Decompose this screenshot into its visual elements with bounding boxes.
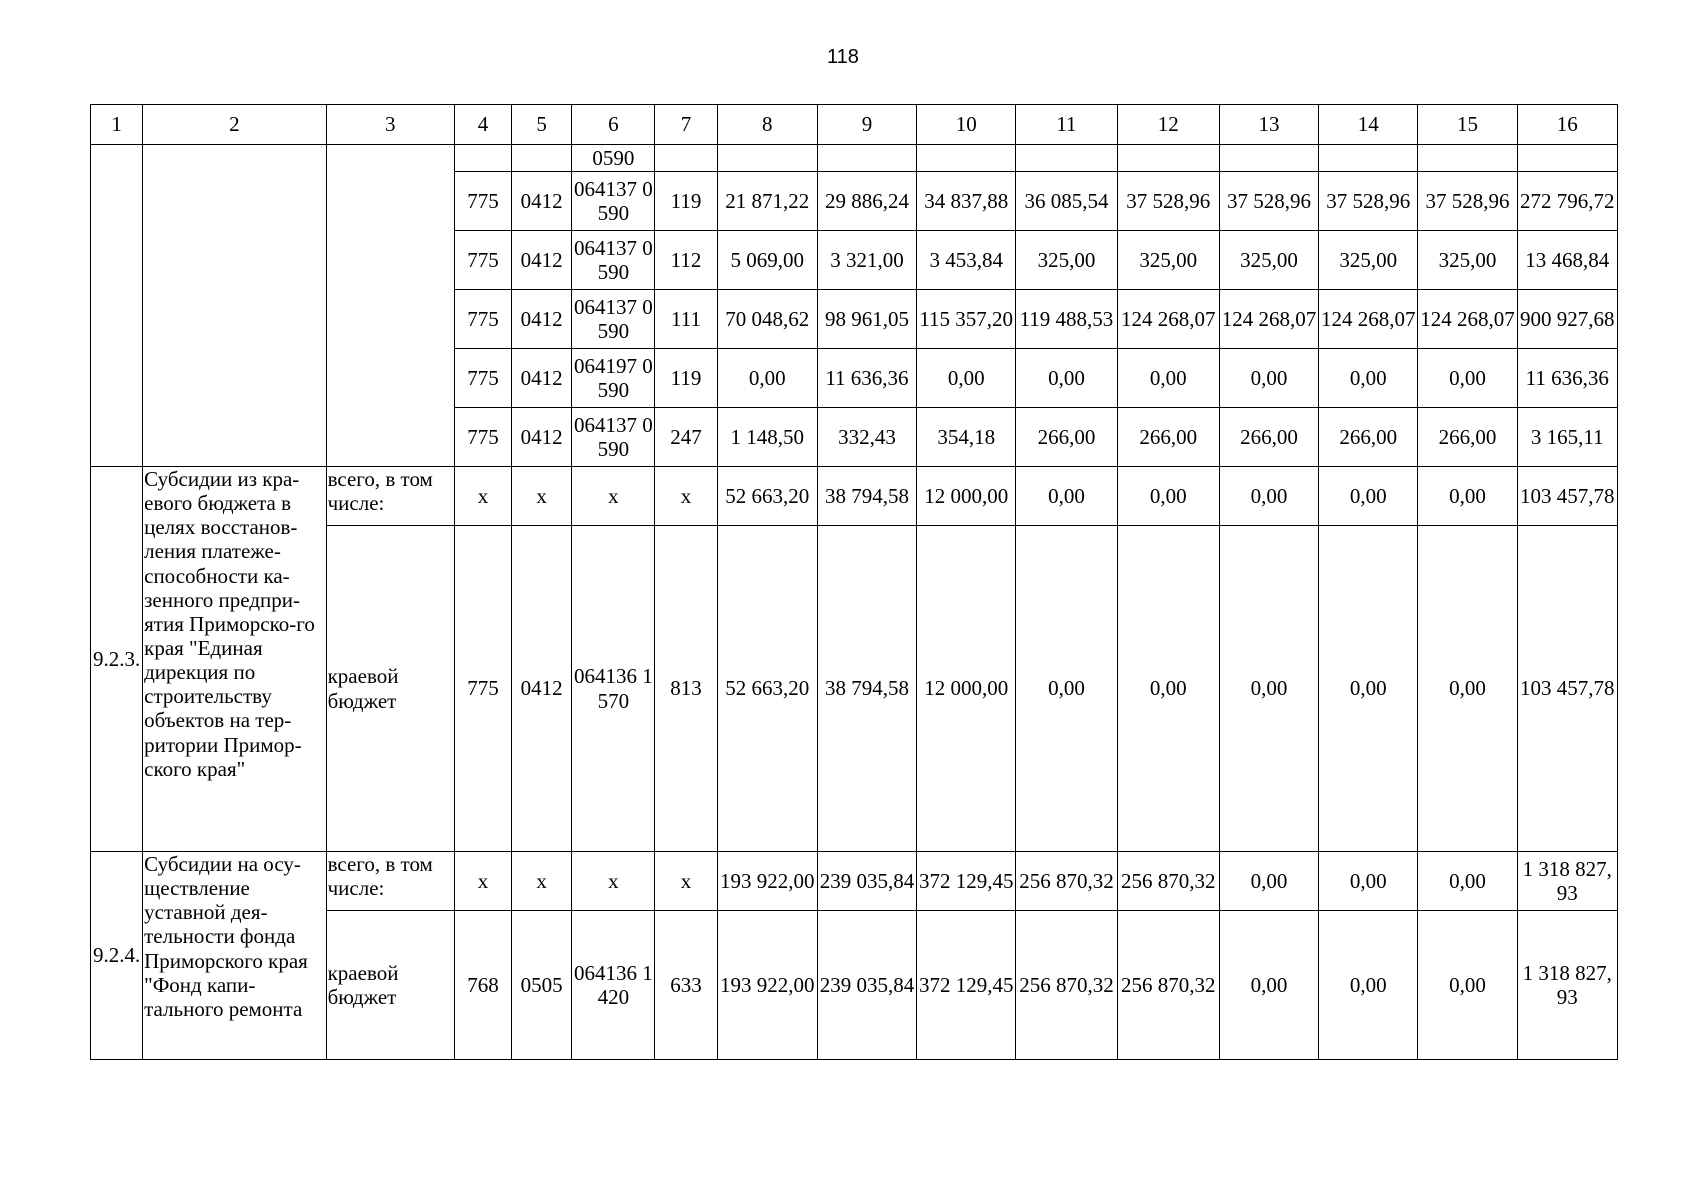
cell-value-col-13: 0,00	[1219, 349, 1318, 408]
cell-value-col-12: 266,00	[1117, 408, 1219, 467]
cell-value-col-11: 36 085,54	[1016, 172, 1117, 231]
cell-value-col-9: 38 794,58	[817, 526, 916, 852]
column-header-12: 12	[1117, 105, 1219, 145]
cell-value-col-9: 3 321,00	[817, 231, 916, 290]
cell-value-col-16: 13 468,84	[1517, 231, 1617, 290]
cell-value-col-16: 900 927,68	[1517, 290, 1617, 349]
cell-value-col-13: 0,00	[1219, 852, 1318, 911]
cell-section-code: 0412	[512, 290, 572, 349]
cell-value-col-13: 0,00	[1219, 526, 1318, 852]
cell-value-col-8	[717, 145, 817, 172]
cell-section-code: 0505	[512, 911, 572, 1060]
cell-value-col-16: 103 457,78	[1517, 526, 1617, 852]
cell-value-col-11: 325,00	[1016, 231, 1117, 290]
cell-value-col-16: 1 318 827,93	[1517, 852, 1617, 911]
cell-value-col-8: 52 663,20	[717, 526, 817, 852]
cell-target-code: x	[572, 852, 655, 911]
page-number: 118	[827, 46, 859, 68]
column-header-10: 10	[917, 105, 1016, 145]
cell-value-col-14	[1319, 145, 1418, 172]
column-header-13: 13	[1219, 105, 1318, 145]
cell-item-number: 9.2.4.	[91, 852, 143, 1060]
cell-value-col-16: 11 636,36	[1517, 349, 1617, 408]
cell-value-col-11: 256 870,32	[1016, 852, 1117, 911]
cell-value-col-15: 0,00	[1418, 526, 1517, 852]
cell-admin-code: 775	[454, 172, 511, 231]
table-body	[91, 145, 1618, 1060]
table-row	[91, 852, 1618, 911]
cell-expense-type: 111	[655, 290, 717, 349]
cell-value-col-13: 325,00	[1219, 231, 1318, 290]
cell-value-col-15: 124 268,07	[1418, 290, 1517, 349]
cell-value-col-12: 325,00	[1117, 231, 1219, 290]
cell-target-code: 0590	[572, 145, 655, 172]
cell-description: Субсидии из кра-евого бюджета в целях восстанов-ления платеже-способности ка-зенного предпри-ятия Приморско-го края "Единая дирекция по строительству объектов на тер-ритории Примор-ского края"	[143, 467, 326, 852]
cell-value-col-15: 37 528,96	[1418, 172, 1517, 231]
cell-admin-code: x	[454, 852, 511, 911]
column-header-11: 11	[1016, 105, 1117, 145]
cell-section-code: 0412	[512, 526, 572, 852]
cell-target-code: 064137 0590	[572, 231, 655, 290]
cell-value-col-9: 98 961,05	[817, 290, 916, 349]
cell-admin-code: 775	[454, 349, 511, 408]
cell-value-col-11: 0,00	[1016, 349, 1117, 408]
cell-description	[143, 145, 326, 467]
cell-value-col-13: 124 268,07	[1219, 290, 1318, 349]
cell-value-col-11: 256 870,32	[1016, 911, 1117, 1060]
cell-admin-code: 775	[454, 526, 511, 852]
cell-value-col-13: 37 528,96	[1219, 172, 1318, 231]
cell-value-col-9: 239 035,84	[817, 852, 916, 911]
cell-value-col-8: 70 048,62	[717, 290, 817, 349]
cell-admin-code: 775	[454, 231, 511, 290]
cell-expense-type: 112	[655, 231, 717, 290]
cell-value-col-10: 115 357,20	[917, 290, 1016, 349]
cell-target-code: 064136 1570	[572, 526, 655, 852]
cell-value-col-11: 0,00	[1016, 467, 1117, 526]
cell-section-code: 0412	[512, 408, 572, 467]
cell-value-col-12: 124 268,07	[1117, 290, 1219, 349]
cell-value-col-14: 325,00	[1319, 231, 1418, 290]
cell-value-col-13: 266,00	[1219, 408, 1318, 467]
column-header-1: 1	[91, 105, 143, 145]
cell-value-col-11: 0,00	[1016, 526, 1117, 852]
cell-target-code: 064197 0590	[572, 349, 655, 408]
cell-section-code	[512, 145, 572, 172]
cell-value-col-12: 256 870,32	[1117, 852, 1219, 911]
cell-value-col-10: 372 129,45	[917, 911, 1016, 1060]
cell-value-col-8: 21 871,22	[717, 172, 817, 231]
cell-value-col-14: 37 528,96	[1319, 172, 1418, 231]
cell-value-col-12: 0,00	[1117, 467, 1219, 526]
cell-funding-source: всего, в том числе:	[326, 852, 454, 911]
cell-value-col-13: 0,00	[1219, 467, 1318, 526]
cell-value-col-12	[1117, 145, 1219, 172]
cell-value-col-10: 12 000,00	[917, 526, 1016, 852]
cell-target-code: 064137 0590	[572, 408, 655, 467]
column-header-8: 8	[717, 105, 817, 145]
column-header-3: 3	[326, 105, 454, 145]
cell-value-col-11: 119 488,53	[1016, 290, 1117, 349]
cell-expense-type	[655, 145, 717, 172]
cell-value-col-8: 5 069,00	[717, 231, 817, 290]
cell-value-col-14: 0,00	[1319, 526, 1418, 852]
cell-value-col-11	[1016, 145, 1117, 172]
cell-value-col-9: 38 794,58	[817, 467, 916, 526]
cell-section-code: x	[512, 467, 572, 526]
column-header-14: 14	[1319, 105, 1418, 145]
cell-value-col-9: 239 035,84	[817, 911, 916, 1060]
cell-value-col-9: 29 886,24	[817, 172, 916, 231]
cell-expense-type: x	[655, 467, 717, 526]
cell-value-col-14: 266,00	[1319, 408, 1418, 467]
cell-value-col-8: 0,00	[717, 349, 817, 408]
cell-value-col-10: 0,00	[917, 349, 1016, 408]
cell-value-col-8: 52 663,20	[717, 467, 817, 526]
cell-funding-source	[326, 145, 454, 467]
cell-section-code: 0412	[512, 172, 572, 231]
column-header-4: 4	[454, 105, 511, 145]
cell-value-col-12: 0,00	[1117, 526, 1219, 852]
cell-expense-type: 247	[655, 408, 717, 467]
cell-value-col-9: 11 636,36	[817, 349, 916, 408]
cell-value-col-16: 1 318 827,93	[1517, 911, 1617, 1060]
cell-value-col-8: 1 148,50	[717, 408, 817, 467]
cell-expense-type: x	[655, 852, 717, 911]
column-header-15: 15	[1418, 105, 1517, 145]
cell-value-col-15: 266,00	[1418, 408, 1517, 467]
cell-value-col-14: 0,00	[1319, 467, 1418, 526]
column-header-5: 5	[512, 105, 572, 145]
cell-value-col-15: 325,00	[1418, 231, 1517, 290]
cell-description: Субсидии на осу-ществление уставной дея-тельности фонда Приморского края "Фонд капи-тального ремонта	[143, 852, 326, 1060]
cell-expense-type: 119	[655, 172, 717, 231]
cell-admin-code: 775	[454, 408, 511, 467]
cell-target-code: 064137 0590	[572, 290, 655, 349]
table-row	[91, 467, 1618, 526]
table-row	[91, 145, 1618, 172]
cell-value-col-15: 0,00	[1418, 349, 1517, 408]
cell-value-col-13: 0,00	[1219, 911, 1318, 1060]
cell-section-code: x	[512, 852, 572, 911]
cell-value-col-10: 354,18	[917, 408, 1016, 467]
cell-value-col-11: 266,00	[1016, 408, 1117, 467]
cell-value-col-12: 256 870,32	[1117, 911, 1219, 1060]
budget-table	[90, 104, 1618, 1060]
cell-value-col-15	[1418, 145, 1517, 172]
cell-value-col-10: 12 000,00	[917, 467, 1016, 526]
cell-value-col-15: 0,00	[1418, 852, 1517, 911]
cell-value-col-16	[1517, 145, 1617, 172]
cell-section-code: 0412	[512, 349, 572, 408]
cell-target-code: 064137 0590	[572, 172, 655, 231]
cell-value-col-12: 0,00	[1117, 349, 1219, 408]
cell-value-col-14: 0,00	[1319, 852, 1418, 911]
cell-value-col-8: 193 922,00	[717, 911, 817, 1060]
cell-value-col-10: 34 837,88	[917, 172, 1016, 231]
cell-value-col-15: 0,00	[1418, 911, 1517, 1060]
cell-funding-source: краевой бюджет	[326, 526, 454, 852]
cell-admin-code: x	[454, 467, 511, 526]
cell-target-code: 064136 1420	[572, 911, 655, 1060]
cell-value-col-16: 272 796,72	[1517, 172, 1617, 231]
cell-value-col-9: 332,43	[817, 408, 916, 467]
cell-admin-code: 775	[454, 290, 511, 349]
cell-target-code: x	[572, 467, 655, 526]
cell-value-col-16: 3 165,11	[1517, 408, 1617, 467]
cell-value-col-9	[817, 145, 916, 172]
header-row	[91, 105, 1618, 145]
column-header-7: 7	[655, 105, 717, 145]
cell-expense-type: 633	[655, 911, 717, 1060]
cell-value-col-10: 372 129,45	[917, 852, 1016, 911]
column-header-2: 2	[143, 105, 326, 145]
cell-expense-type: 119	[655, 349, 717, 408]
cell-value-col-12: 37 528,96	[1117, 172, 1219, 231]
cell-value-col-13	[1219, 145, 1318, 172]
cell-item-number	[91, 145, 143, 467]
cell-value-col-15: 0,00	[1418, 467, 1517, 526]
cell-value-col-14: 0,00	[1319, 911, 1418, 1060]
cell-item-number: 9.2.3.	[91, 467, 143, 852]
cell-section-code: 0412	[512, 231, 572, 290]
table-header	[91, 105, 1618, 145]
column-header-9: 9	[817, 105, 916, 145]
column-header-16: 16	[1517, 105, 1617, 145]
cell-funding-source: всего, в том числе:	[326, 467, 454, 526]
cell-value-col-10: 3 453,84	[917, 231, 1016, 290]
cell-funding-source: краевой бюджет	[326, 911, 454, 1060]
cell-value-col-14: 124 268,07	[1319, 290, 1418, 349]
cell-value-col-16: 103 457,78	[1517, 467, 1617, 526]
cell-value-col-8: 193 922,00	[717, 852, 817, 911]
cell-admin-code	[454, 145, 511, 172]
column-header-6: 6	[572, 105, 655, 145]
cell-value-col-10	[917, 145, 1016, 172]
cell-expense-type: 813	[655, 526, 717, 852]
cell-value-col-14: 0,00	[1319, 349, 1418, 408]
cell-admin-code: 768	[454, 911, 511, 1060]
